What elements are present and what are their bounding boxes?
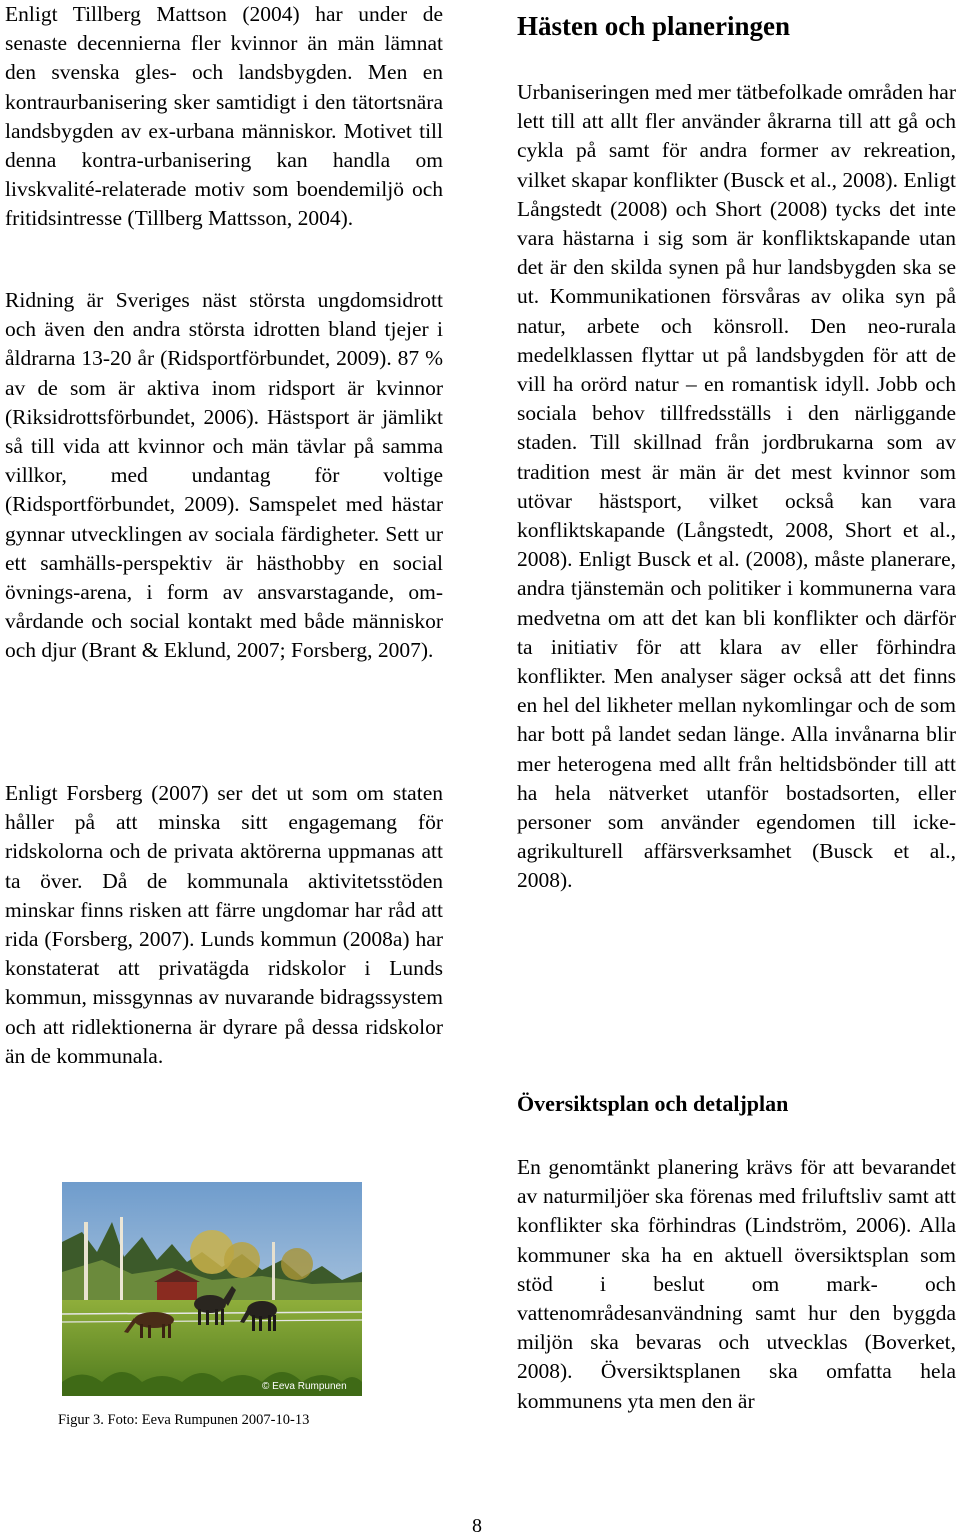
horse-photo — [62, 1182, 362, 1396]
text-left-3: Enligt Forsberg (2007) ser det ut som om staten håller på att minska sitt engagemang för ridskolorna och de privata aktörerna uppmanas att ta över. Då de kommunala aktivitetsstöden minskar finns risken att färre ungdomar har råd att rida (Forsberg, 2007). Lunds kommun (2008a) har konstaterat att privatägda ridskolor i Lunds kommun, missgynnas av nuvarande bidragssystem och att ridlektionerna är dyrare på dessa ridskolor än de kommunala. — [5, 781, 443, 1068]
heading-horse-planning: Hästen och planeringen — [517, 11, 791, 41]
photo-watermark: © Eeva Rumpunen — [262, 1381, 347, 1392]
text-left-2: Ridning är Sveriges näst största ungdomsidrott och även den andra största idrotten bland tjejer i åldrarna 13-20 år (Ridsportförbundet, 2009). 87 % av de som är aktiva inom ridsport är kvinnor (Riksidrottsförbundet, 2006). Hästsport är jämlikt så till vida att kvinnor och män tävlar på samma villkor, med undantag för voltige (Ridsportförbundet, 2009). Samspelet med hästar gynnar utvecklingen av sociala färdigheter. Sett ur ett samhälls-perspektiv är hästhobby en social övnings-arena, i form av ansvarstagande, om-vårdande och social kontakt med både människor och djur (Brant & Eklund, 2007; Forsberg, 2007). — [5, 288, 443, 663]
figure-caption: Figur 3. Foto: Eeva Rumpunen 2007-10-13 — [58, 1412, 310, 1428]
paragraph-left-1 — [5, 0, 443, 234]
text-right-1: Urbaniseringen med mer tätbefolkade områden har lett till att allt fler använder åkrarna till att gå och cykla på samt för andra former av rekreation, vilket skapar konflikter (Busck et al., 2008). Enligt Långstedt (2008) och Short (2008) tycks det inte vara hästarna i sig som är konfliktskapande utan det är den skilda synen på hur landsbygden ska se ut. Kommunikationen försvåras av olika syn på natur, arbete och könsroll. Den neo-rurala medelklassen flyttar ut på landsbygden för att de vill ha orörd natur – en romantisk idyll. Jobb och sociala behov tillfredsställs i den närliggande staden. Till skillnad från jordbrukarna som av tradition mest är män är det mest kvinnor som utövar hästsport, vilket också kan vara konfliktskapande (Långstedt, 2008, Short et al., 2008). Enligt Busck et al. (2008), måste planerare, andra tjänstemän och politiker i kommunerna vara medvetna om att det kan bli konflikter och därför ta initiativ för att klara av eller förhindra konflikter. Men analyser säger också att det finns en hel del likheter mellan nykomlingar och de som har bott på landet sedan länge. Alla invånarna blir mer heterogena med allt från heltidsbönder till att ha hela nätverket utanför bostadsorten, eller personer som använder egendomen till icke-agrikulturell affärsverksamhet (Busck et al., 2008). — [517, 80, 956, 893]
text-left-1: Enligt Tillberg Mattson (2004) har under de senaste decennierna fler kvinnor än män lämnat den svenska gles- och landsbygden. Men en kontraurbanisering sker samtidigt i den tätortsnära landsbygden av ex-urbana människor. Motivet till denna kontra-urbanisering kan handla om livskvalité-relaterade motiv som boendemiljö och fritidsintresse (Tillberg Mattsson, 2004). — [5, 2, 443, 231]
paragraph-right-1 — [517, 78, 956, 896]
page-number: 8 — [472, 1515, 482, 1537]
text-right-2: En genomtänkt planering krävs för att bevarandet av naturmiljöer ska förenas med friluftsliv samt att konflikter ska förhindras (Lindström, 2006). Alla kommuner ska ha en aktuell översiktsplan som stöd i beslut om mark- och vattenområdesanvändning samt hur den byggda miljön ska bevaras och utvecklas (Boverket, 2008). Översiktsplanen ska omfatta hela kommunens yta men den är — [517, 1155, 956, 1413]
heading-overview-plan: Översiktsplan och detaljplan — [517, 1091, 789, 1116]
horse-photo-illustration — [62, 1182, 362, 1396]
paragraph-left-3 — [5, 779, 443, 1071]
paragraph-right-2 — [517, 1153, 956, 1416]
paragraph-left-2 — [5, 286, 443, 666]
